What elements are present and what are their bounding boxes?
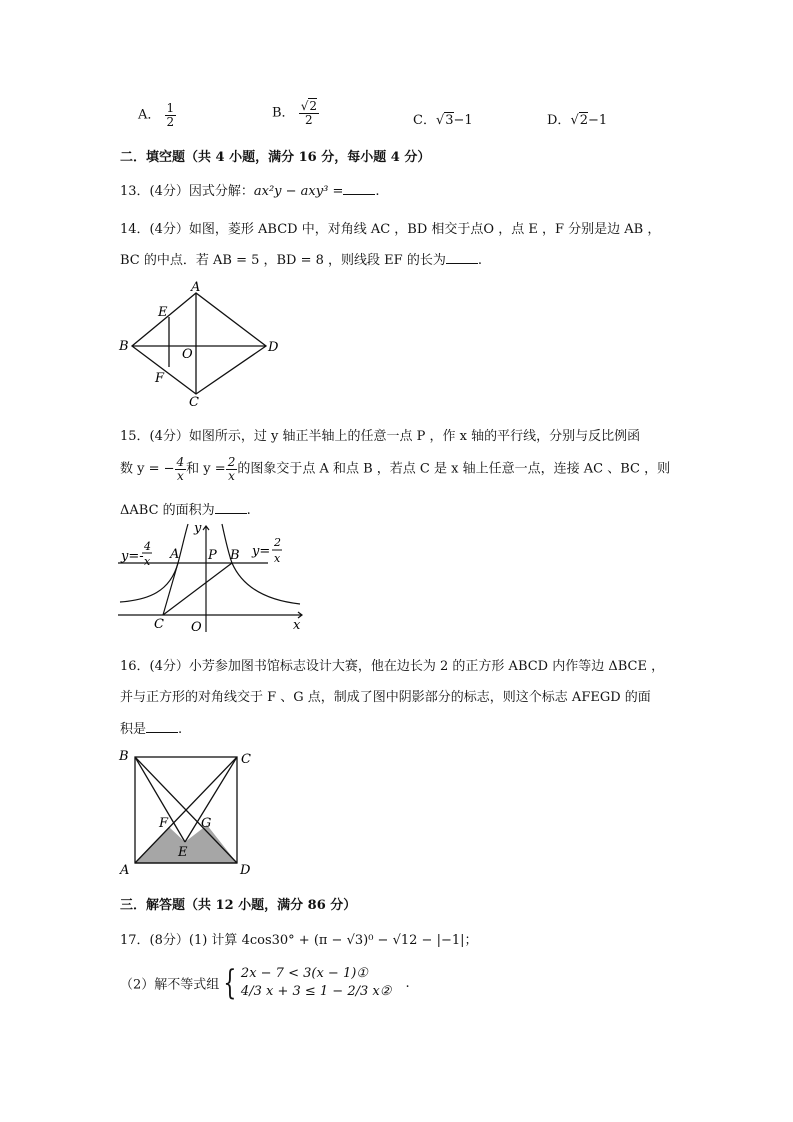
- question-13: 13．(4分）因式分解：ax²y − axy³ = .: [120, 184, 380, 199]
- square-figure: [115, 745, 265, 877]
- choice-b: B． $\frac{√2}{2}$: [272, 99, 317, 127]
- section-2-title: 二．填空题（共 4 小题，满分 16 分，每小题 4 分）: [120, 150, 431, 165]
- inequality-1: 2x − 7 < 3(x − 1)①: [240, 966, 368, 981]
- label-g: G: [201, 816, 212, 831]
- question-17-part2: （2）解不等式组 { 2x − 7 < 3(x − 1)① 4/3 x + 3 ≤ 1 − 2/3 x② .: [120, 963, 410, 1004]
- choice-a: A． $\frac{1}{2}$: [138, 101, 175, 129]
- axis-y-label: y: [194, 521, 202, 536]
- label-d: D: [240, 863, 251, 877]
- label-b: B: [230, 548, 240, 563]
- label-o: O: [182, 347, 193, 362]
- right-function-den: x: [274, 552, 281, 565]
- label-a: A: [170, 547, 180, 562]
- axis-x-label: x: [293, 618, 301, 633]
- label-f: F: [159, 816, 169, 831]
- question-15-line3: ΔABC 的面积为 .: [120, 503, 251, 518]
- label-a: A: [120, 863, 130, 877]
- choice-d: D．√2−1: [547, 113, 608, 128]
- label-a: A: [191, 280, 201, 295]
- label-c: C: [241, 752, 251, 767]
- question-16-line3: 积是 .: [120, 722, 183, 737]
- label-b: B: [119, 749, 129, 764]
- label-o: O: [191, 620, 202, 635]
- label-c: C: [154, 617, 164, 632]
- fraction-2-over-x: $\frac{2}{x}$: [227, 455, 236, 483]
- choice-c: C．√3−1: [413, 113, 473, 128]
- label-e: E: [158, 305, 168, 320]
- answer-blank: [146, 720, 178, 733]
- label-e: E: [178, 845, 188, 860]
- question-15-line1: 15．(4分）如图所示，过 y 轴正半轴上的任意一点 P ，作 x 轴的平行线，分别与反比例函: [120, 429, 641, 444]
- question-17-part1: 17．(8分）(1) 计算 4cos30° + (π − √3)⁰ − √12 − |−1|；: [120, 933, 478, 948]
- system-brace: {: [223, 963, 237, 1004]
- label-b: B: [119, 339, 129, 354]
- inequality-system: [241, 965, 391, 1001]
- fraction-sqrt2-over-2: $\frac{√2}{2}$: [300, 99, 317, 127]
- label-f: F: [155, 371, 165, 386]
- label-c: C: [189, 395, 199, 408]
- label-p: P: [208, 548, 217, 563]
- answer-blank: [446, 251, 478, 264]
- question-16-line2: 并与正方形的对角线交于 F 、G 点，制成了图中阴影部分的标志，则这个标志 AFEGD 的面: [120, 690, 651, 705]
- section-3-title: 三．解答题（共 12 小题，满分 86 分）: [120, 898, 357, 913]
- hyperbola-figure: [118, 520, 308, 635]
- question-14-line2: BC 的中点．若 AB = 5 ，BD = 8 ，则线段 EF 的长为 .: [120, 253, 482, 268]
- rhombus-figure: [115, 280, 285, 408]
- label-d: D: [268, 340, 279, 355]
- question-15-line2: 数 y = − $\frac{4}{x}$ 和 y = $\frac{2}{x}$ 的图象交于点 A 和点 B ，若点 C 是 x 轴上任意一点，连接 AC 、BC ，则: [120, 455, 671, 483]
- answer-blank: [215, 501, 247, 514]
- question-16-line1: 16．(4分）小芳参加图书馆标志设计大赛，他在边长为 2 的正方形 ABCD 内作等边 ΔBCE ，: [120, 659, 665, 674]
- inequality-2: 4/3 x + 3 ≤ 1 − 2/3 x②: [240, 984, 392, 1000]
- answer-blank: [343, 182, 375, 195]
- fraction-one-half: $\frac{1}{2}$: [166, 101, 175, 129]
- right-function-y: y=: [252, 544, 271, 559]
- question-14-line1: 14．(4分）如图，菱形 ABCD 中，对角线 AC ，BD 相交于点O ，点 E ，F 分别是边 AB ，: [120, 222, 661, 237]
- fraction-4-over-x: $\frac{4}{x}$: [176, 455, 185, 483]
- left-function-num: 4: [144, 540, 151, 553]
- right-function-num: 2: [274, 536, 281, 549]
- left-function-y: y=-: [121, 549, 144, 564]
- left-function-den: x: [144, 555, 151, 568]
